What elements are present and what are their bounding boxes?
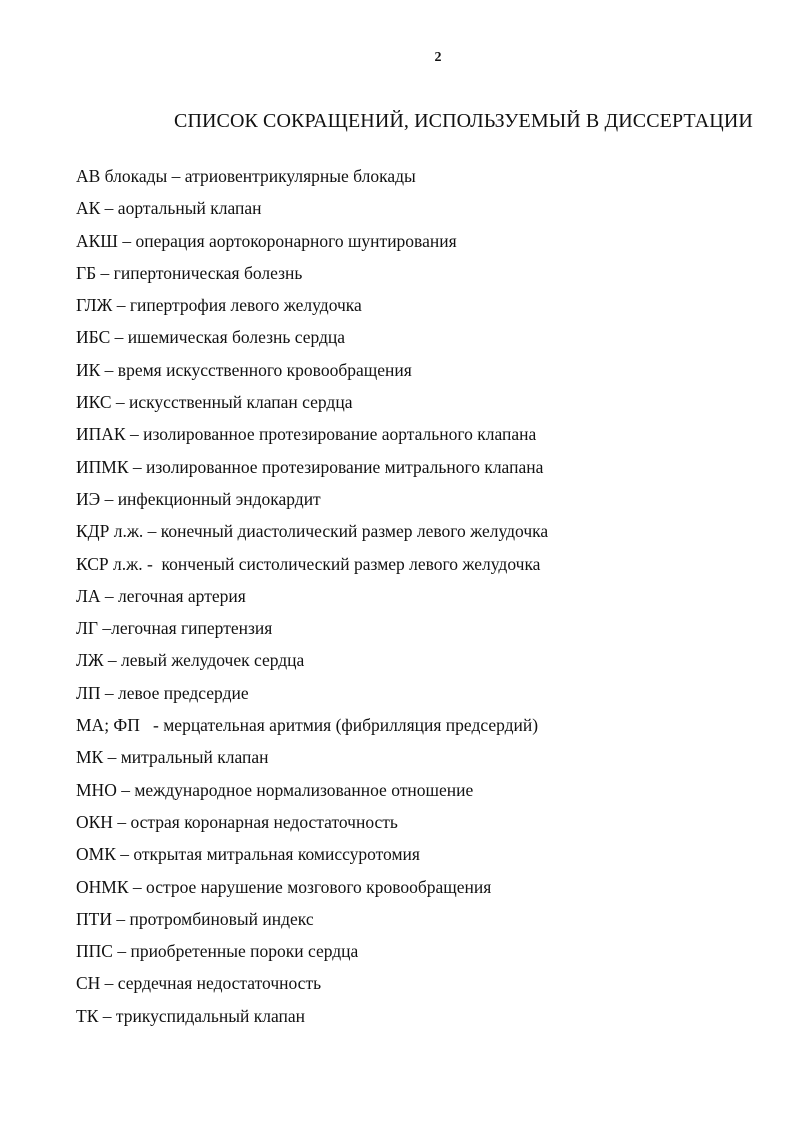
list-item: АКШ – операция аортокоронарного шунтирования (76, 230, 457, 251)
list-item: ГЛЖ – гипертрофия левого желудочка (76, 295, 362, 316)
list-item: МНО – международное нормализованное отношение (76, 779, 474, 800)
list-item: СН – сердечная недостаточность (76, 973, 322, 994)
list-item: КСР л.ж. - конченый систолический размер левого желудочка (76, 553, 541, 574)
list-item: ЛЖ – левый желудочек сердца (76, 650, 305, 671)
list-item: ТК – трикуспидальный клапан (76, 1005, 306, 1026)
list-item: ЛА – легочная артерия (76, 585, 246, 606)
abbreviation-list (76, 163, 548, 1035)
list-item: ИЭ – инфекционный эндокардит (76, 488, 321, 509)
list-item: АК – аортальный клапан (76, 198, 262, 219)
page-title: СПИСОК СОКРАЩЕНИЙ, ИСПОЛЬЗУЕМЫЙ В ДИССЕРТАЦИИ (174, 110, 753, 132)
list-item: ОНМК – острое нарушение мозгового кровообращения (76, 876, 492, 897)
page-number: 2 (434, 50, 442, 65)
list-item: ЛП – левое предсердие (76, 682, 249, 703)
list-item: ОМК – открытая митральная комиссуротомия (76, 844, 420, 865)
list-item: ОКН – острая коронарная недостаточность (76, 811, 398, 832)
list-item: ИБС – ишемическая болезнь сердца (76, 327, 346, 348)
list-item: МА; ФП - мерцательная аритмия (фибрилляция предсердий) (76, 715, 539, 736)
list-item: ППС – приобретенные пороки сердца (76, 941, 359, 962)
list-item: ИКС – искусственный клапан сердца (76, 392, 353, 413)
list-item: АВ блокады – атриовентрикулярные блокады (76, 166, 416, 186)
list-item: КДР л.ж. – конечный диастолический размер левого желудочка (76, 521, 549, 542)
list-item: ИК – время искусственного кровообращения (76, 359, 412, 380)
list-item: ЛГ –легочная гипертензия (76, 618, 273, 639)
list-item: ПТИ – протромбиновый индекс (76, 908, 314, 929)
list-item: ГБ – гипертоническая болезнь (76, 262, 303, 283)
list-item: ИПМК – изолированное протезирование митрального клапана (76, 456, 544, 477)
list-item: ИПАК – изолированное протезирование аортального клапана (76, 424, 537, 445)
list-item: МК – митральный клапан (76, 747, 269, 768)
